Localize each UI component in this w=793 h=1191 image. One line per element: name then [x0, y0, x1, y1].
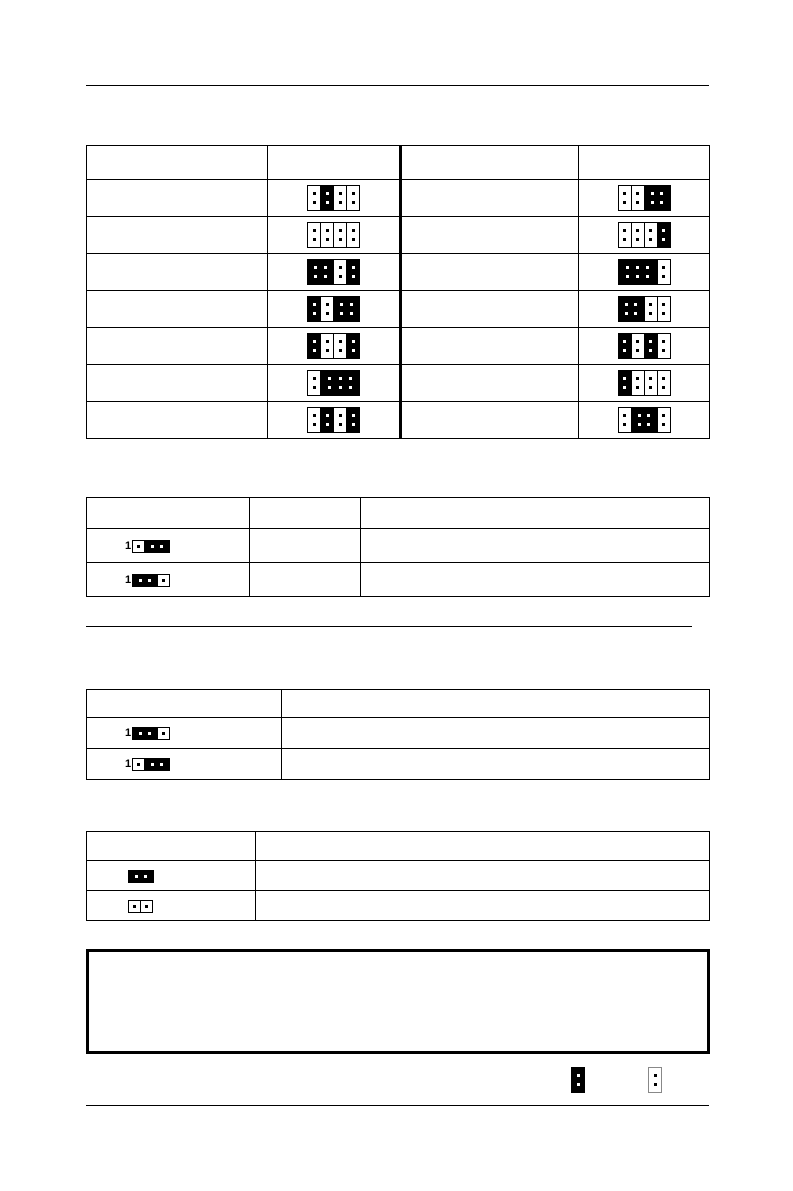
description-cell [256, 861, 710, 891]
jumper-cell [268, 291, 401, 328]
jumper-diagram [618, 370, 671, 396]
jumper-cell [268, 328, 401, 365]
header-cell [268, 146, 401, 180]
table-row [87, 861, 710, 891]
jumper-pins [657, 370, 671, 396]
setting-label [401, 402, 579, 439]
jumper-cap [132, 727, 158, 740]
jumper-cap [144, 758, 170, 771]
table-header [87, 498, 710, 529]
pin1-label: 1 [125, 573, 132, 586]
jumper-cap [320, 185, 334, 211]
value-cell [250, 563, 361, 597]
header-cell [579, 146, 710, 180]
setting-label [87, 291, 268, 328]
jumper-cell [268, 217, 401, 254]
jumper-cell [579, 328, 710, 365]
jumper-diagram [618, 333, 671, 359]
header-cell [282, 690, 710, 718]
jumper-cap [618, 259, 658, 285]
setting-label [401, 328, 579, 365]
jumper-cap [307, 296, 321, 322]
jumper-diagram [307, 185, 360, 211]
jumper-pins [657, 259, 671, 285]
jumper-cap [346, 333, 360, 359]
jumper-diagram [128, 900, 153, 913]
jumper-pins [333, 259, 347, 285]
jumper-cap [618, 333, 632, 359]
jumper-pins [631, 333, 645, 359]
jumper-cell [87, 529, 250, 563]
jumper-cap [644, 185, 671, 211]
header-cell [401, 146, 579, 180]
header-cell [87, 832, 256, 861]
jumper-pins [140, 900, 153, 913]
table-row [87, 365, 710, 402]
jumper-diagram [125, 727, 170, 740]
setting-label [401, 365, 579, 402]
jumper-table-3pin-b [86, 689, 710, 780]
jumper-diagram [128, 870, 154, 883]
description-cell [282, 749, 710, 780]
jumper-pins [631, 222, 645, 248]
jumper-pins [346, 185, 360, 211]
jumper-cap [644, 333, 658, 359]
header-cell [87, 498, 250, 529]
jumper-cap [333, 296, 360, 322]
table-row [87, 563, 710, 597]
jumper-pins [618, 185, 632, 211]
description-cell [282, 718, 710, 749]
jumper-cell [87, 718, 282, 749]
jumper-diagram [125, 540, 170, 553]
header-cell [256, 832, 710, 861]
jumper-cap [307, 259, 334, 285]
table-row [87, 291, 710, 328]
jumper-cell [268, 402, 401, 439]
description-cell [256, 891, 710, 921]
jumper-diagram [125, 758, 170, 771]
table-row [87, 749, 710, 780]
jumper-cap [307, 333, 321, 359]
footer-rule [86, 1105, 709, 1106]
jumper-pins [320, 222, 334, 248]
setting-label [87, 365, 268, 402]
table-row [87, 402, 710, 439]
jumper-cap [320, 407, 334, 433]
jumper-pins [333, 222, 347, 248]
table-row [87, 891, 710, 921]
jumper-diagram [618, 222, 671, 248]
pin1-label: 1 [125, 758, 132, 771]
jumper-pins [333, 185, 347, 211]
jumper-pins [618, 407, 632, 433]
setting-label [401, 180, 579, 217]
jumper-cell [268, 180, 401, 217]
setting-label [87, 217, 268, 254]
jumper-diagram [125, 574, 170, 587]
jumper-pins [157, 574, 170, 587]
jumper-pins [644, 296, 658, 322]
jumper-pins [307, 370, 321, 396]
table-row [87, 529, 710, 563]
jumper-pins [631, 185, 645, 211]
description-cell [361, 563, 710, 597]
jumper-cap [618, 370, 632, 396]
table-header [87, 690, 710, 718]
jumper-pins [657, 407, 671, 433]
table-header [87, 832, 710, 861]
table-row [87, 718, 710, 749]
jumper-diagram [307, 370, 360, 396]
header-cell [87, 690, 282, 718]
jumper-diagram [618, 185, 671, 211]
jumper-pins [320, 333, 334, 359]
jumper-cap [128, 870, 154, 883]
setting-label [87, 180, 268, 217]
closed-jumper-icon [571, 1064, 585, 1093]
jumper-cell [268, 254, 401, 291]
jumper-pins [631, 370, 645, 396]
jumper-pins [307, 222, 321, 248]
setting-label [401, 291, 579, 328]
value-cell [250, 529, 361, 563]
jumper-cap [132, 574, 158, 587]
jumper-diagram [307, 333, 360, 359]
jumper-pins [644, 222, 658, 248]
setting-label [401, 217, 579, 254]
section-rule [86, 626, 692, 627]
pin1-label: 1 [125, 539, 132, 552]
table-row [87, 180, 710, 217]
jumper-diagram [618, 259, 671, 285]
header-cell [250, 498, 361, 529]
table-row [87, 328, 710, 365]
jumper-cell [87, 891, 256, 921]
jumper-cap [144, 540, 170, 553]
jumper-pins [320, 296, 334, 322]
jumper-table-3pin-a [86, 497, 710, 597]
jumper-pins [333, 333, 347, 359]
jumper-diagram [307, 296, 360, 322]
setting-label [87, 328, 268, 365]
jumper-pins [307, 407, 321, 433]
jumper-table-2pin [86, 831, 710, 921]
setting-label [87, 402, 268, 439]
jumper-cell [87, 749, 282, 780]
jumper-cap [618, 296, 645, 322]
jumper-cell [579, 217, 710, 254]
jumper-diagram [307, 222, 360, 248]
jumper-pins [346, 222, 360, 248]
jumper-cap [346, 407, 360, 433]
jumper-pins [644, 370, 658, 396]
table-row [87, 254, 710, 291]
jumper-diagram [618, 296, 671, 322]
jumper-cell [579, 291, 710, 328]
jumper-cell [579, 254, 710, 291]
jumper-diagram [618, 407, 671, 433]
jumper-pins [157, 727, 170, 740]
jumper-pins [333, 407, 347, 433]
jumper-cell [579, 180, 710, 217]
jumper-pins [657, 333, 671, 359]
jumper-pins [307, 185, 321, 211]
jumper-cell [87, 861, 256, 891]
open-jumper-icon [648, 1064, 662, 1093]
jumper-cap [631, 407, 658, 433]
jumper-pins [657, 296, 671, 322]
description-cell [361, 529, 710, 563]
jumper-cap [657, 222, 671, 248]
setting-label [87, 254, 268, 291]
setting-label [401, 254, 579, 291]
note-box [86, 949, 710, 1054]
jumper-cell [579, 402, 710, 439]
jumper-diagram [307, 259, 360, 285]
jumper-cell [87, 563, 250, 597]
header-rule [86, 85, 709, 86]
header-cell [87, 146, 268, 180]
jumper-cap [320, 370, 360, 396]
jumper-cap [346, 259, 360, 285]
jumper-table-4pin [86, 145, 710, 439]
jumper-diagram [307, 407, 360, 433]
table-header [87, 146, 710, 180]
jumper-cell [268, 365, 401, 402]
header-cell [361, 498, 710, 529]
jumper-cell [579, 365, 710, 402]
pin1-label: 1 [125, 727, 132, 740]
jumper-pins [618, 222, 632, 248]
table-row [87, 217, 710, 254]
